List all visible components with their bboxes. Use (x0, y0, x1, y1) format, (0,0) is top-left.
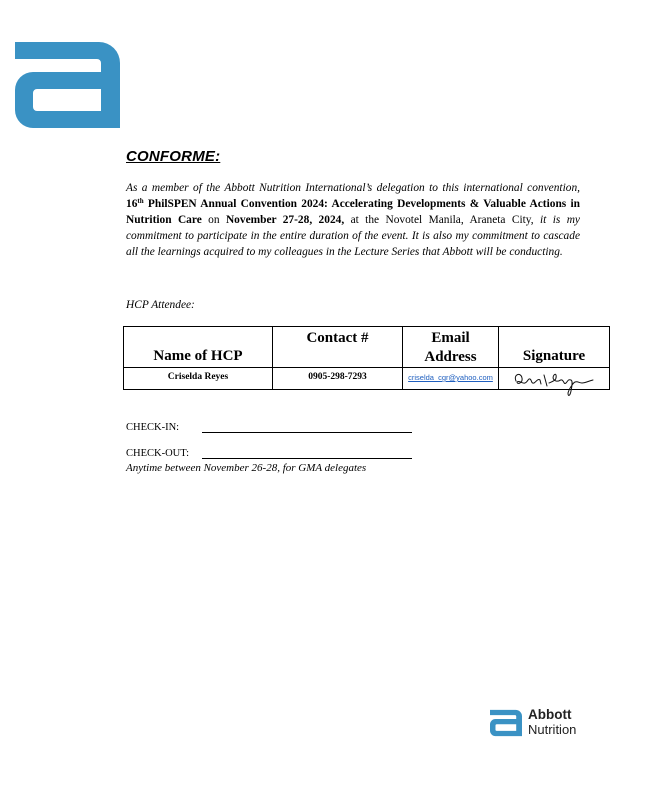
hcp-attendee-label: HCP Attendee: (126, 299, 195, 311)
check-out-label: CHECK-OUT: (126, 448, 190, 459)
table-header-row (124, 327, 610, 368)
event-name: PhilSPEN Annual Convention 2024: Accelerating Developments & Valuable Actions in Nutrition Care (126, 198, 580, 226)
handwritten-signature (511, 371, 603, 399)
hcp-table (123, 326, 610, 390)
cell-email[interactable]: criselda_cgr@yahoo.com (403, 368, 499, 390)
header-email-line1: Email (431, 330, 470, 346)
commitment-text: it is my commitment to participate in the entire duration of the event. It is also my commitment to cascade all the learnings acquired to my colleagues in the Lecture Series that Abbott will be conducting. (126, 214, 580, 258)
gma-note: Anytime between November 26-28, for GMA delegates (126, 462, 367, 474)
venue-text: at the Novotel Manila, Araneta City, (344, 214, 540, 226)
intro-text: As a member of the Abbott Nutrition International’s delegation to this international convention, (126, 182, 580, 194)
event-dates: November 27-28, 2024, (225, 214, 345, 226)
page-title: CONFORME: (126, 148, 221, 165)
abbott-logo-icon (15, 42, 120, 128)
header-name: Name of HCP (124, 327, 273, 368)
edition-suffix: th (137, 197, 144, 205)
cell-contact: 0905-298-7293 (273, 368, 403, 390)
footer-brand: Abbott (528, 707, 572, 722)
abbott-logo-small-icon (490, 709, 522, 737)
table-row (124, 368, 610, 390)
cell-signature (499, 368, 610, 390)
check-in-line (202, 432, 412, 433)
cell-name: Criselda Reyes (124, 368, 273, 390)
header-email (403, 327, 499, 368)
commitment-paragraph (126, 180, 580, 260)
edition-number: 16 (126, 198, 138, 210)
footer-subbrand: Nutrition (528, 722, 577, 737)
header-contact: Contact # (273, 327, 403, 368)
header-signature: Signature (499, 327, 610, 368)
on-text: on (201, 214, 226, 226)
header-email-line2: Address (424, 349, 477, 365)
check-in-label: CHECK-IN: (126, 422, 180, 433)
footer-logo (490, 707, 590, 739)
check-out-line (202, 458, 412, 459)
